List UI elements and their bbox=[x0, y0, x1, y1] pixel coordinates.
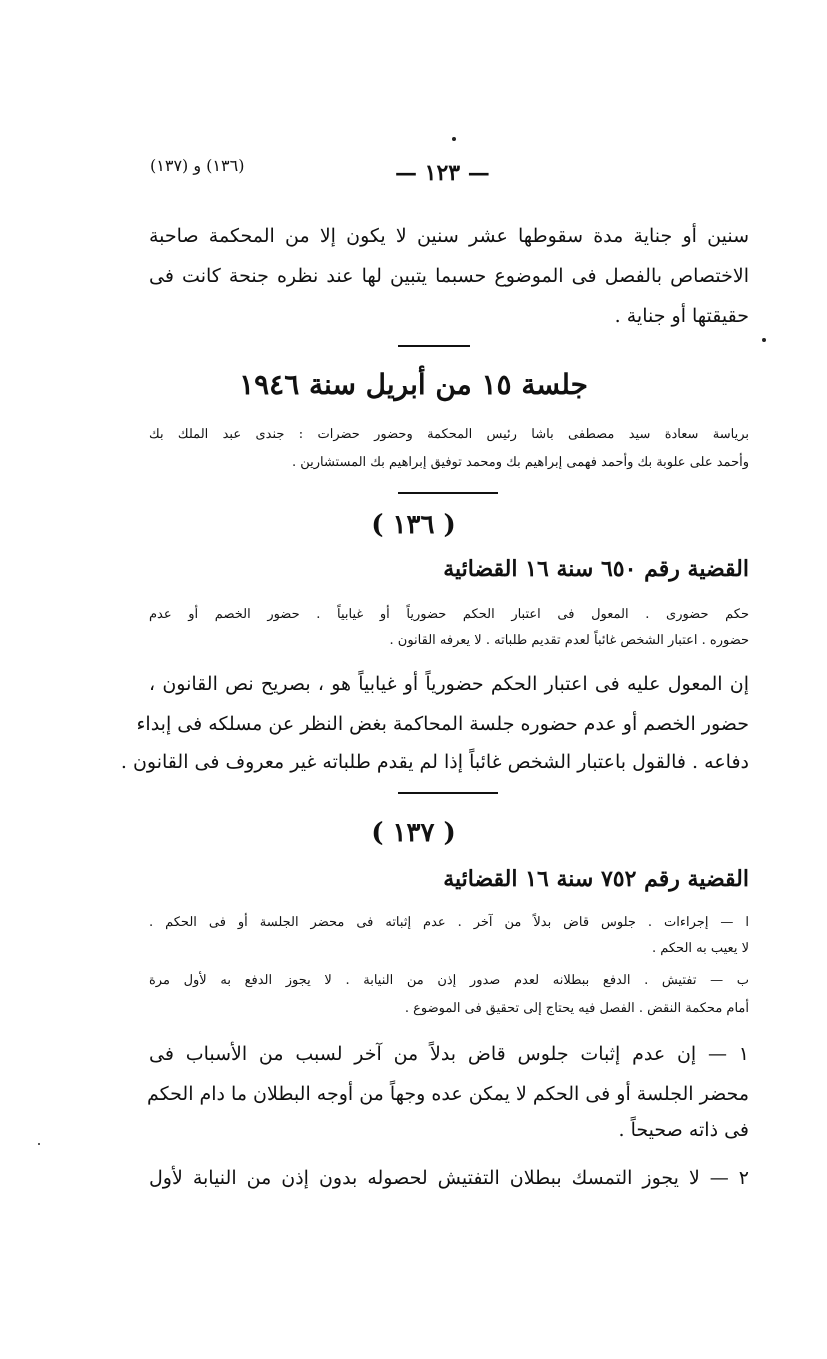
intro-line: الاختصاص بالفصل فى الموضوع حسبما يتبين لها عند نظره جنحة كانت فى bbox=[149, 265, 749, 287]
case-summary-line: ا — إجراءات . جلوس قاض بدلاً من آخر . عدم إثباته فى محضر الجلسة أو فى الحكم . bbox=[149, 915, 749, 930]
case-body-line: محضر الجلسة أو فى الحكم لا يمكن عده وجهاً من أوجه البطلان ما دام الحكم bbox=[147, 1083, 749, 1105]
case-summary-line: حضوره . اعتبار الشخص غائباً لعدم تقديم طلباته . لا يعرفه القانون . bbox=[389, 633, 749, 648]
case-summary-line: لا يعيب به الحكم . bbox=[651, 941, 749, 956]
case-body-line: ١ — إن عدم إثبات جلوس قاض بدلاً من آخر لسبب من الأسباب فى bbox=[149, 1043, 749, 1065]
running-header-case-numbers: (١٣٦) و (١٣٧) bbox=[150, 156, 245, 175]
case-summary-line: حكم حضورى . المعول فى اعتبار الحكم حضورياً أو غيابياً . حضور الخصم أو عدم bbox=[149, 607, 749, 622]
case-summary-line: ب — تفتيش . الدفع ببطلانه لعدم صدور إذن من النيابة . لا يجوز الدفع به لأول مرة bbox=[149, 973, 749, 988]
section-divider bbox=[398, 492, 498, 494]
case-title: القضية رقم ٦٥٠ سنة ١٦ القضائية bbox=[443, 556, 749, 582]
session-title: جلسة ١٥ من أبريل سنة ١٩٤٦ bbox=[239, 368, 588, 401]
section-divider bbox=[398, 345, 470, 347]
page-number: — ١٢٣ — bbox=[395, 160, 490, 186]
printer-mark bbox=[452, 137, 456, 141]
case-number: ( ١٣٦ ) bbox=[371, 510, 456, 540]
session-composition-line: وأحمد على علوبة بك وأحمد فهمى إبراهيم بك ومحمد توفيق إبراهيم بك المستشارين . bbox=[291, 455, 749, 470]
printer-mark bbox=[762, 338, 766, 342]
case-body-line: دفاعه . فالقول باعتبار الشخص غائباً إذا لم يقدم طلباته غير معروف فى القانون . bbox=[120, 751, 749, 773]
case-body-line: حضور الخصم أو عدم حضوره جلسة المحاكمة بغض النظر عن مسلكه فى إبداء bbox=[136, 713, 749, 735]
case-body-line: ٢ — لا يجوز التمسك ببطلان التفتيش لحصوله بدون إذن من النيابة لأول bbox=[149, 1167, 749, 1189]
intro-line: سنين أو جناية مدة سقوطها عشر سنين لا يكون إلا من المحكمة صاحبة bbox=[149, 225, 749, 247]
case-number: ( ١٣٧ ) bbox=[371, 818, 456, 848]
section-divider bbox=[398, 792, 498, 794]
intro-line: حقيقتها أو جناية . bbox=[614, 305, 749, 327]
case-summary-line: أمام محكمة النقض . الفصل فيه يحتاج إلى تحقيق فى الموضوع . bbox=[404, 1001, 749, 1016]
case-body-line: فى ذاته صحيحاً . bbox=[618, 1119, 749, 1141]
case-title: القضية رقم ٧٥٢ سنة ١٦ القضائية bbox=[443, 866, 749, 892]
case-body-line: إن المعول عليه فى اعتبار الحكم حضورياً أو غيابياً هو ، بصريح نص القانون ، bbox=[149, 673, 749, 695]
session-composition-line: برياسة سعادة سيد مصطفى باشا رئيس المحكمة وحضور حضرات : جندى عبد الملك بك bbox=[149, 427, 749, 442]
printer-mark bbox=[38, 1143, 40, 1145]
